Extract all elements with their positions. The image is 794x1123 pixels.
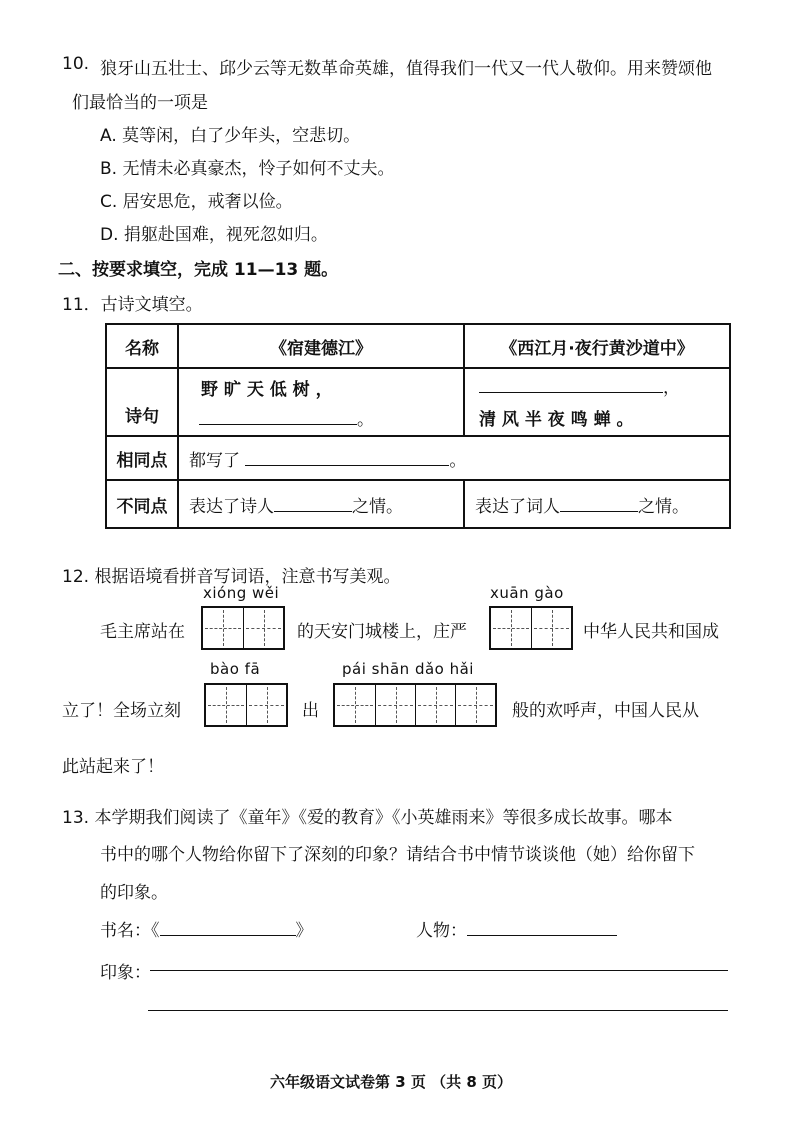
grid-cell[interactable]	[335, 685, 375, 725]
write-grid-xiongwei[interactable]	[201, 606, 285, 650]
q10-option-a: A. 莫等闲，白了少年头，空悲切。	[100, 126, 361, 146]
q13-stem-cont: 书中的哪个人物给你留下了深刻的印象？请结合书中情节谈谈他（她）给你留下	[100, 845, 695, 865]
grid-cell[interactable]	[491, 608, 531, 648]
diff2-prefix: 表达了词人	[475, 496, 560, 517]
same-prefix: 都写了	[189, 450, 240, 471]
verse2-blank[interactable]	[479, 374, 663, 393]
q12-text7: 此站起来了！	[62, 757, 164, 777]
section-2-heading: 二、按要求填空，完成 11—13 题。	[58, 260, 339, 280]
diff1-suffix: 之情。	[352, 496, 403, 517]
q10-stem: 狼牙山五壮士、邱少云等无数革命英雄，值得我们一代又一代人敬仰。用来赞颂他	[100, 59, 712, 79]
q12-text6: 般的欢呼声，中国人民从	[512, 701, 699, 721]
write-grid-paishandaohai[interactable]	[333, 683, 497, 727]
same-end: 。	[449, 450, 467, 471]
verse2-end: ，	[663, 378, 680, 398]
diff1-prefix: 表达了诗人	[189, 496, 274, 517]
q12-text3: 中华人民共和国成	[583, 622, 719, 642]
grid-cell[interactable]	[415, 685, 455, 725]
row-label-same: 相同点	[106, 436, 178, 480]
grid-cell[interactable]	[206, 685, 246, 725]
q10-option-b: B. 无情未必真豪杰，怜子如何不丈夫。	[100, 159, 395, 179]
verse2-line1	[479, 373, 680, 398]
poem2-title: 《西江月·夜行黄沙道中》	[464, 324, 730, 368]
q10-stem-cont: 们最恰当的一项是	[72, 93, 208, 113]
diff1-blank[interactable]	[274, 493, 352, 512]
impression-label: 印象：	[100, 963, 151, 983]
book-label: 书名：《	[100, 921, 160, 941]
verse2-cell	[464, 368, 730, 436]
impression-line-2[interactable]	[148, 1010, 728, 1011]
verse1-cell	[178, 368, 464, 436]
header-name-cell: 名称	[106, 324, 178, 368]
write-grid-xuangao[interactable]	[489, 606, 573, 650]
page-footer: 六年级语文试卷第 3 页 （共 8 页）	[270, 1073, 512, 1091]
q12-text5: 出	[302, 701, 319, 721]
q12-text2: 的天安门城楼上，庄严	[297, 622, 467, 642]
book-close: 》	[295, 921, 313, 941]
verse1-line1: 野 旷 天 低 树 ，	[201, 380, 333, 400]
q12-text1: 毛主席站在	[100, 622, 185, 642]
q11-title: 11．古诗文填空。	[62, 295, 203, 315]
book-blank[interactable]	[160, 917, 296, 936]
grid-cell[interactable]	[455, 685, 495, 725]
diff2-suffix: 之情。	[638, 496, 689, 517]
person-label: 人物：	[416, 921, 467, 941]
row-label-diff: 不同点	[106, 480, 178, 528]
q10-option-d: D. 捐躯赴国难，视死忽如归。	[100, 225, 328, 245]
q10-number: 10.	[62, 54, 90, 74]
diff2-blank[interactable]	[560, 493, 638, 512]
grid-cell[interactable]	[375, 685, 415, 725]
impression-line-1[interactable]	[150, 970, 728, 971]
verse1-end: 。	[357, 410, 374, 430]
book-field	[100, 916, 313, 941]
grid-cell[interactable]	[243, 608, 283, 648]
grid-cell[interactable]	[246, 685, 286, 725]
diff1-cell	[178, 480, 464, 528]
q12-title: 12. 根据语境看拼音写词语，注意书写美观。	[62, 567, 401, 587]
pinyin-xiongwei: xióng wěi	[203, 584, 280, 602]
grid-cell[interactable]	[531, 608, 571, 648]
q12-text4: 立了！全场立刻	[62, 701, 181, 721]
person-blank[interactable]	[467, 917, 617, 936]
pinyin-paishandaohai: pái shān dǎo hǎi	[342, 660, 474, 678]
verse1-line2	[199, 405, 374, 430]
q10-option-c: C. 居安思危，戒奢以俭。	[100, 192, 293, 212]
person-field	[416, 916, 617, 941]
same-blank[interactable]	[245, 447, 449, 466]
poem1-title: 《宿建德江》	[178, 324, 464, 368]
write-grid-baofa[interactable]	[204, 683, 288, 727]
diff2-cell	[464, 480, 730, 528]
verse1-blank[interactable]	[199, 406, 357, 425]
same-cell	[178, 436, 730, 480]
pinyin-baofa: bào fā	[210, 660, 261, 678]
pinyin-xuangao: xuān gào	[490, 584, 564, 602]
verse2-line2: 清 风 半 夜 鸣 蝉 。	[479, 410, 634, 430]
q13-stem: 13. 本学期我们阅读了《童年》《爱的教育》《小英雄雨来》等很多成长故事。哪本	[62, 808, 673, 828]
poem-table	[105, 323, 731, 529]
row-label-verse: 诗句	[106, 368, 178, 436]
q13-stem-end: 的印象。	[100, 883, 168, 903]
grid-cell[interactable]	[203, 608, 243, 648]
